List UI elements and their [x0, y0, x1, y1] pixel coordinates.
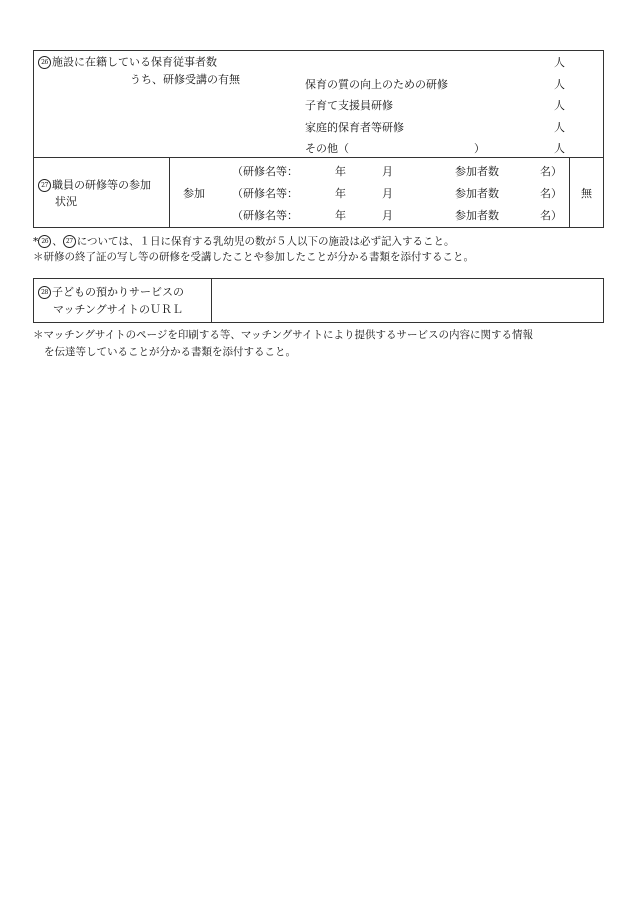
participant-count-label: 参加者数 [455, 187, 499, 200]
month-label: 月 [382, 209, 393, 222]
training-row-label: 子育て支援員研修 [305, 99, 393, 112]
section27-title-line2: 状況 [55, 195, 77, 208]
training-row-label: 家庭的保育者等研修 [305, 121, 404, 134]
note-attach-certificates: ＊研修の終了証の写し等の研修を受講したことや参加したことが分かる書類を添付すること。 [33, 251, 474, 263]
training-name-label: （研修名等： [232, 209, 298, 222]
section27-divider-right [569, 157, 570, 228]
circled-number-27: 27 [63, 235, 76, 248]
persons-close-label: 名） [540, 209, 562, 222]
participant-count-label: 参加者数 [455, 165, 499, 178]
section26-unit: 人 [554, 56, 565, 69]
matching-site-url-field[interactable] [218, 296, 598, 310]
section26-subtitle: うち、研修受講の有無 [130, 73, 240, 86]
training-row-unit: 人 [554, 99, 565, 112]
training-name-label: （研修名等： [232, 165, 298, 178]
section28-title-line2: マッチングサイトのＵＲＬ [53, 303, 184, 316]
circled-number-26: 26 [38, 235, 51, 248]
none-label: 無 [581, 187, 592, 200]
section28-title: 28 子どもの預かりサービスの [38, 286, 184, 299]
training-row-label: 保育の質の向上のための研修 [305, 78, 448, 91]
persons-close-label: 名） [540, 165, 562, 178]
training-name-label: （研修名等： [232, 187, 298, 200]
year-label: 年 [335, 187, 346, 200]
circled-number-28: 28 [38, 286, 51, 299]
section27-title: 27 職員の研修等の参加 [38, 179, 151, 192]
training-row-unit: 人 [554, 142, 565, 155]
year-label: 年 [335, 165, 346, 178]
year-label: 年 [335, 209, 346, 222]
attend-label: 参加 [183, 187, 205, 200]
section27-box [33, 157, 604, 228]
circled-number-26: 26 [38, 56, 51, 69]
persons-close-label: 名） [540, 187, 562, 200]
training-row-label: その他（ [305, 142, 349, 155]
note-print-matching-site: ＊マッチングサイトのページを印刷する等、マッチングサイトにより提供するサービスの内容に関する情報 [33, 329, 534, 341]
month-label: 月 [382, 187, 393, 200]
note-required-small-facilities: * 26 、 27 については、１日に保育する乳幼児の数が５人以下の施設は必ず記入すること。 [33, 235, 455, 248]
participant-count-label: 参加者数 [455, 209, 499, 222]
other-close-paren: ） [474, 142, 485, 155]
section27-divider-left [169, 157, 170, 228]
training-row-unit: 人 [554, 78, 565, 91]
section26-title: 26 施設に在籍している保育従事者数 [38, 56, 217, 69]
section28-divider [211, 278, 212, 323]
note-print-matching-site-cont: を伝達等していることが分かる書類を添付すること。 [44, 346, 296, 358]
month-label: 月 [382, 165, 393, 178]
circled-number-27: 27 [38, 179, 51, 192]
training-row-unit: 人 [554, 121, 565, 134]
